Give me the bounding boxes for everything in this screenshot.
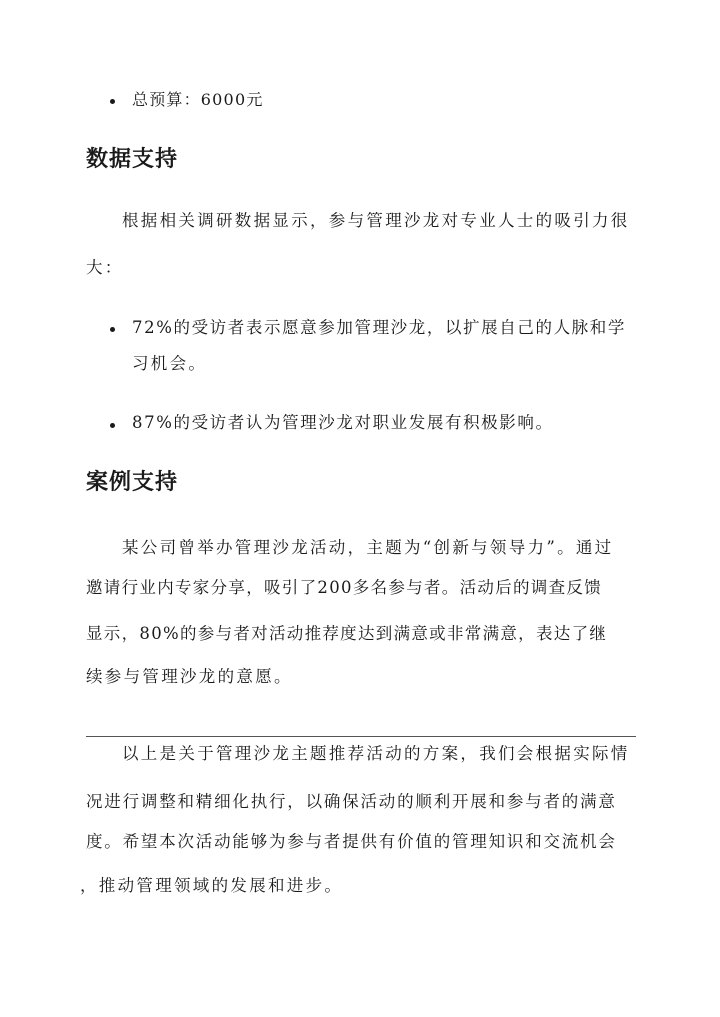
conclusion-line-2: 况进行调整和精细化执行，以确保活动的顺利开展和参与者的满意 (86, 792, 617, 811)
data-intro-line-1: 根据相关调研数据显示，参与管理沙龙对专业人士的吸引力很 (122, 211, 630, 230)
case-line-1: 某公司曾举办管理沙龙活动，主题为“创新与领导力”。通过 (122, 538, 614, 557)
case-line-2: 邀请行业内专家分享，吸引了200多名参与者。活动后的调查反馈 (86, 578, 602, 597)
data-intro-line-2: 大： (86, 258, 124, 277)
data-bullet-2-line-1: 87%的受访者认为管理沙龙对职业发展有积极影响。 (132, 413, 554, 432)
data-section-heading: 数据支持 (86, 146, 179, 172)
case-section-heading: 案例支持 (86, 469, 179, 495)
bullet-icon (110, 327, 115, 332)
data-bullet-1-line-2: 习机会。 (132, 354, 208, 373)
conclusion-line-4: ，推动管理领域的发展和进步。 (80, 876, 344, 895)
case-line-3: 显示，80%的参与者对活动推荐度达到满意或非常满意，表达了继 (86, 624, 608, 643)
data-bullet-1-line-1: 72%的受访者表示愿意参加管理沙龙，以扩展自己的人脉和学 (132, 318, 626, 337)
conclusion-line-1: 以上是关于管理沙龙主题推荐活动的方案，我们会根据实际情 (122, 744, 630, 763)
budget-item: 总预算：6000元 (132, 90, 264, 109)
bullet-icon (110, 423, 115, 428)
conclusion-line-3: 度。希望本次活动能够为参与者提供有价值的管理知识和交流机会 (86, 832, 617, 851)
bullet-icon (110, 99, 115, 104)
section-divider (86, 736, 636, 737)
case-line-4: 续参与管理沙龙的意愿。 (86, 667, 293, 686)
